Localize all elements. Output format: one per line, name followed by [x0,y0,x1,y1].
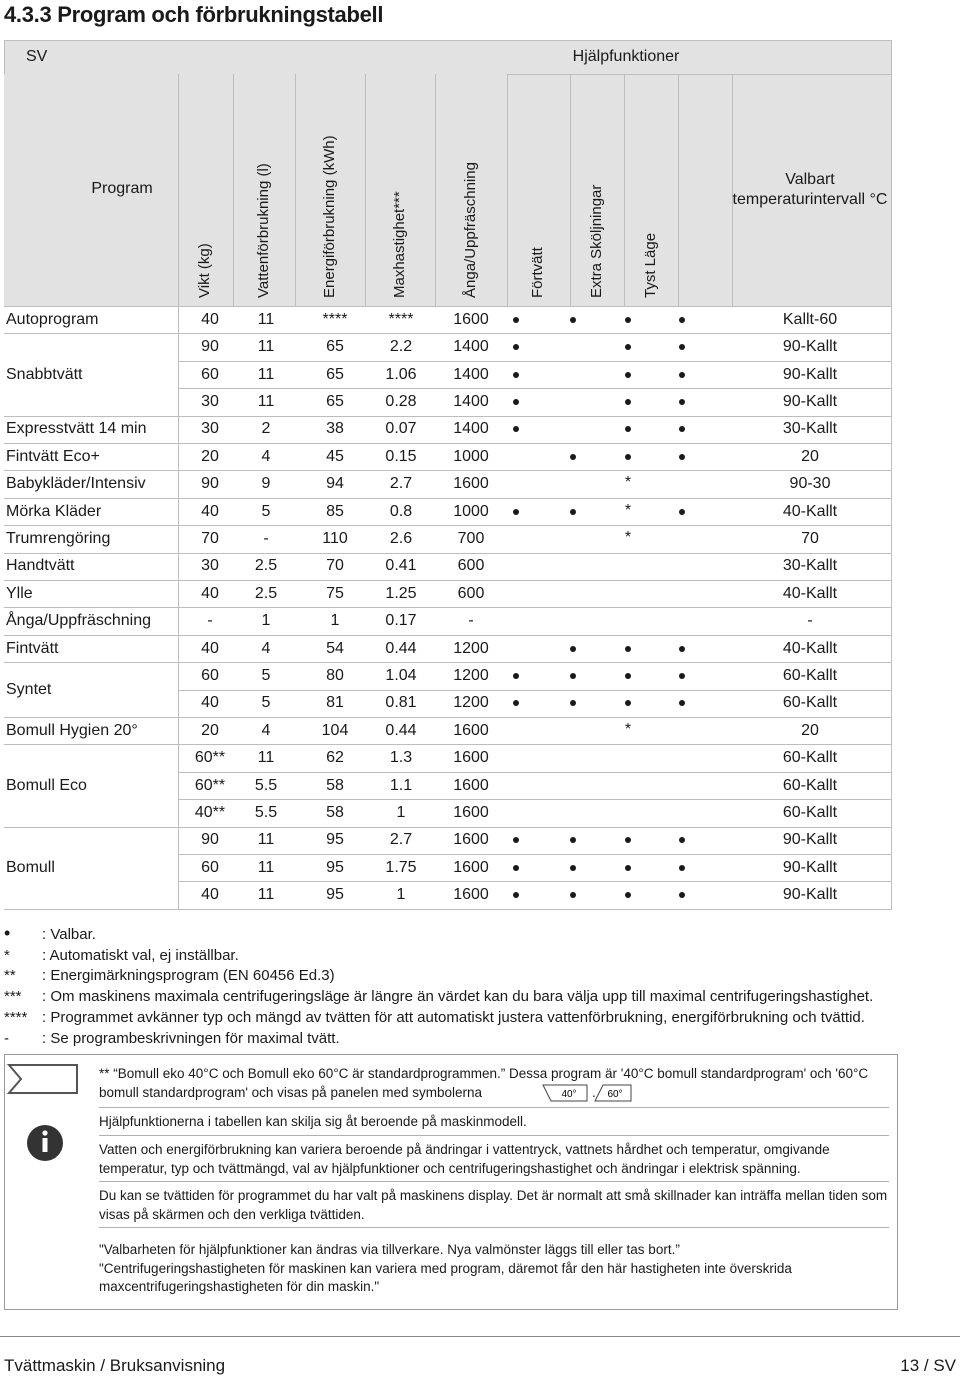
svg-text:40°: 40° [561,1088,577,1100]
temp-range-cell: 20 [801,447,819,465]
row-divider [4,333,892,334]
water-cell: 4 [261,721,271,739]
weight-cell: 60 [201,666,219,684]
selectable-dot [513,317,519,323]
energy-cell: 38 [326,420,344,438]
row-divider [178,881,892,882]
grid-line [678,74,679,306]
selectable-dot [513,892,519,898]
spin-cell: 1200 [453,639,489,657]
spin-cell: 1000 [453,447,489,465]
grid-spacer [732,306,733,909]
row-divider [4,744,892,745]
row-divider [4,607,892,608]
aux-functions-header: Hjälpfunktioner [572,48,680,65]
row-divider [178,799,892,800]
weight-cell: 60 [201,858,219,876]
maxspeed-cell: 2.2 [389,338,413,356]
temp-range-cell: 90-Kallt [782,858,838,876]
legend-symbol: • [4,923,11,943]
spin-cell: 1600 [453,776,489,794]
spin-cell: 1600 [453,310,489,328]
weight-cell: 90 [201,831,219,849]
column-header: Maxhastighet*** [391,191,408,298]
maxspeed-cell: 0.44 [385,721,417,739]
energy-cell: **** [322,310,348,328]
spin-cell: - [468,612,474,630]
divider [99,1181,889,1182]
spin-cell: 1400 [453,338,489,356]
energy-cell: 95 [326,831,344,849]
water-cell: 11 [257,749,275,767]
auto-mark: * [624,501,632,519]
info-box [4,1054,898,1310]
selectable-dot [679,509,685,515]
temp-range-cell: 90-Kallt [782,392,838,410]
energy-cell: 54 [326,639,344,657]
legend-text: : Energimärkningsprogram (EN 60456 Ed.3) [42,967,335,985]
water-cell: 4 [261,639,271,657]
weight-cell: 40 [201,694,219,712]
maxspeed-cell: 1.1 [389,776,413,794]
row-divider [4,416,892,417]
maxspeed-cell: 0.8 [389,502,413,520]
spin-cell: 1600 [453,858,489,876]
temp-range-cell: Kallt-60 [782,310,838,328]
temp-range-cell: 90-Kallt [782,886,838,904]
temp-range-cell: 60-Kallt [782,776,838,794]
maxspeed-cell: 1 [396,886,406,904]
maxspeed-cell: 0.17 [385,612,417,630]
legend-text: : Programmet avkänner typ och mängd av tvätten för att automatiskt justera vattenförbrukning, energiförbrukning och tvättid. [42,1008,865,1026]
energy-cell: 65 [326,338,344,356]
water-cell: 11 [257,858,275,876]
maxspeed-cell: 2.7 [389,831,413,849]
water-cell: 5.5 [254,776,278,794]
spin-cell: 1600 [453,749,489,767]
temp-range-cell: 40-Kallt [782,502,838,520]
water-cell: 5 [261,666,271,684]
grid-spacer [233,306,234,909]
header-background [4,40,892,306]
legend-symbol: - [4,1029,9,1047]
energy-cell: 65 [326,392,344,410]
column-header: Ånga/Uppfräschning [462,162,479,298]
temp-range-cell: 30-Kallt [782,557,838,575]
grid-line [435,74,436,306]
program-name: Handtvätt [6,557,75,575]
grid-line [732,74,733,306]
maxspeed-cell: 0.07 [385,420,417,438]
column-header: Extra Sköljningar [588,184,605,298]
weight-cell: 30 [201,420,219,438]
temp-range-cell: 60-Kallt [782,803,838,821]
column-header: Tyst Läge [642,232,659,298]
program-name: Bomull Hygien 20° [6,721,138,739]
temp-header-2: temperaturintervall °C [732,191,888,208]
spin-cell: 1600 [453,475,489,493]
grid-line [365,74,366,306]
legend-text: : Automatiskt val, ej inställbar. [42,946,239,964]
spin-cell: 700 [457,529,485,547]
weight-cell: 70 [201,529,219,547]
selectable-dot [625,372,631,378]
row-divider [4,635,892,636]
program-name: Fintvätt Eco+ [6,447,100,465]
water-cell: 4 [261,447,271,465]
spin-cell: 600 [457,584,485,602]
selectable-dot [679,454,685,460]
legend-text: : Om maskinens maximala centrifugeringsläge är längre än värdet kan du bara välja upp till maximal centrifugeringshastighet. [42,988,874,1006]
temp-range-cell: 40-Kallt [782,639,838,657]
selectable-dot [679,646,685,652]
maxspeed-cell: 1.04 [385,666,417,684]
water-cell: 5 [261,694,271,712]
program-name: Bomull Eco [6,776,87,794]
weight-cell: 40 [201,886,219,904]
legend-symbol: ** [4,967,16,985]
divider [99,1107,889,1108]
temp-range-cell: 90-Kallt [782,338,838,356]
water-cell: 11 [257,831,275,849]
maxspeed-cell: 2.7 [389,475,413,493]
selectable-dot [625,646,631,652]
temp-range-cell: 90-Kallt [782,831,838,849]
energy-cell: 80 [326,666,344,684]
water-cell: 1 [261,612,271,630]
selectable-dot [513,700,519,706]
spin-cell: 1000 [453,502,489,520]
maxspeed-cell: 0.44 [385,639,417,657]
spin-cell: 1200 [453,666,489,684]
selectable-dot [625,399,631,405]
weight-cell: 60** [194,776,226,794]
weight-cell: 90 [201,475,219,493]
maxspeed-cell: 2.6 [389,529,413,547]
temp-header-1: Valbart [785,171,835,188]
temp-range-cell: 70 [801,529,819,547]
water-cell: 2 [261,420,271,438]
water-cell: 5.5 [254,803,278,821]
grid-line [178,306,179,909]
grid-spacer [507,306,508,909]
weight-cell: - [207,612,213,630]
footer-rule [0,1336,960,1337]
auto-mark: * [624,528,632,546]
selectable-dot [625,317,631,323]
energy-cell: 94 [326,475,344,493]
grid-line [570,74,571,306]
temp-range-cell: 30-Kallt [782,420,838,438]
water-cell: 5 [261,502,271,520]
selectable-dot [679,344,685,350]
water-cell: 2.5 [254,584,278,602]
selectable-dot [679,892,685,898]
button-40-symbol [541,1084,589,1108]
divider [99,1227,889,1228]
temp-range-cell: 40-Kallt [782,584,838,602]
grid-line [507,74,892,75]
energy-cell: 95 [326,886,344,904]
auto-mark: * [624,474,632,492]
program-name: Mörka Kläder [6,502,102,520]
note-consumption: Vatten och energiförbrukning kan variera beroende på ändringar i vattentryck, vattnets hårdhet och temperatur, omgivande temperatur, typ och tvättmängd, val av hjälpfunktioner och centrifugeringshastighet och ändringar i elektrisk spänning. [99,1142,830,1176]
legend-text: : Valbar. [42,926,96,943]
program-name: Syntet [6,680,52,698]
maxspeed-cell: **** [388,310,414,328]
water-cell: 2.5 [254,557,278,575]
selectable-dot [679,673,685,679]
grid-spacer [295,306,296,909]
selectable-dot [625,454,631,460]
weight-cell: 20 [201,447,219,465]
maxspeed-cell: 1.3 [389,749,413,767]
spin-cell: 1600 [453,831,489,849]
selectable-dot [679,837,685,843]
energy-cell: 110 [322,529,348,547]
row-divider [4,827,892,828]
energy-cell: 58 [326,776,344,794]
weight-cell: 40** [194,803,226,821]
weight-cell: 60** [194,749,226,767]
grid-line [233,74,234,306]
grid-spacer [435,306,436,909]
language-label: SV [26,48,48,65]
program-header: Program [91,180,153,197]
weight-cell: 40 [201,502,219,520]
spin-cell: 600 [457,557,485,575]
program-name: Ylle [6,584,33,602]
svg-text:60°: 60° [607,1088,623,1100]
selectable-dot [513,344,519,350]
program-name: Babykläder/Intensiv [6,475,146,493]
grid-line [178,74,179,306]
energy-cell: 58 [326,803,344,821]
row-divider [4,580,892,581]
maxspeed-cell: 0.41 [385,557,417,575]
temp-range-cell: 90-Kallt [782,365,838,383]
selectable-dot [625,700,631,706]
legend-symbol: **** [4,1008,28,1026]
info-icon [5,1063,85,1163]
weight-cell: 60 [201,365,219,383]
weight-cell: 40 [201,584,219,602]
selectable-dot [625,865,631,871]
spin-cell: 1600 [453,803,489,821]
spin-cell: 1400 [453,365,489,383]
maxspeed-cell: 0.15 [385,447,417,465]
selectable-dot [679,700,685,706]
water-cell: 11 [257,886,275,904]
note-wash-time: Du kan se tvättiden för programmet du har valt på maskinens display. Det är normalt att små skillnader kan inträffa mellan tiden som visas på skärmen och den verkliga tvättiden. [99,1188,888,1222]
temp-range-cell: 90-30 [789,475,831,493]
energy-cell: 65 [326,365,344,383]
weight-cell: 30 [201,392,219,410]
energy-cell: 1 [330,612,340,630]
grid-spacer [624,306,625,909]
water-cell: 11 [257,338,275,356]
note-standard-programs: ** “Bomull eko 40°C och Bomull eko 60°C är standardprogrammen.” Dessa program är '40°C bomull standardprogram' och '60°C bomull standardprogram' och visas på panelen med symbolerna . 40° 60° [99,1065,868,1102]
selectable-dot [513,509,519,515]
selectable-dot [679,399,685,405]
footer-title: Tvättmaskin / Bruksanvisning [4,1356,226,1375]
row-divider [4,717,892,718]
column-header: Förtvätt [529,247,546,298]
spin-cell: 1400 [453,420,489,438]
selectable-dot [513,399,519,405]
divider [99,1135,889,1136]
row-divider [178,772,892,773]
temp-range-cell: - [807,612,813,630]
spin-cell: 1200 [453,694,489,712]
row-divider [4,525,892,526]
maxspeed-cell: 0.81 [385,694,417,712]
legend-symbol: * [4,946,10,964]
maxspeed-cell: 1 [396,803,406,821]
grid-line [4,40,5,74]
energy-cell: 70 [326,557,344,575]
grid-spacer [570,306,571,909]
temp-range-cell: 60-Kallt [782,694,838,712]
grid-line [295,74,296,306]
water-cell: 9 [261,475,271,493]
legend-text: : Se programbeskrivningen för maximal tvätt. [42,1029,340,1047]
note-manufacturer: "Valbarheten för hjälpfunktioner kan ändras via tillverkare. Nya valmönster läggs till eller tas bort.” "Centrifugeringshastigheten för maskinen kan variera med program, däremot får den här hastigheten inte överskrida maxcentrifugeringshastigheten för din maskin." [99,1242,792,1294]
spin-cell: 1600 [453,886,489,904]
water-cell: 11 [257,392,275,410]
auto-mark: * [624,720,632,738]
selectable-dot [679,317,685,323]
energy-cell: 45 [326,447,344,465]
row-divider [178,388,892,389]
water-cell: 11 [257,310,275,328]
weight-cell: 40 [201,310,219,328]
energy-cell: 104 [321,721,349,739]
page-number: 13 / SV [900,1356,956,1375]
spin-cell: 1600 [453,721,489,739]
selectable-dot [513,426,519,432]
selectable-dot [513,372,519,378]
selectable-dot [513,673,519,679]
selectable-dot [625,426,631,432]
row-divider [4,662,892,663]
grid-spacer [365,306,366,909]
temp-range-cell: 60-Kallt [782,749,838,767]
row-divider [4,498,892,499]
row-divider [178,361,892,362]
program-name: Trumrengöring [6,529,111,547]
row-divider [178,854,892,855]
button-60-symbol [593,1084,633,1108]
legend-symbol: *** [4,988,22,1006]
weight-cell: 90 [201,338,219,356]
program-name: Autoprogram [6,310,99,328]
maxspeed-cell: 1.75 [385,858,417,876]
spin-cell: 1400 [453,392,489,410]
weight-cell: 20 [201,721,219,739]
grid-spacer [678,306,679,909]
energy-cell: 95 [326,858,344,876]
selectable-dot [625,892,631,898]
water-cell: - [263,529,269,547]
selectable-dot [679,865,685,871]
row-divider [178,690,892,691]
grid-line [4,909,892,910]
selectable-dot [679,372,685,378]
row-divider [4,553,892,554]
grid-line [624,74,625,306]
column-header: Vikt (kg) [196,243,213,298]
column-header: Vattenförbrukning (l) [255,163,272,298]
weight-cell: 40 [201,639,219,657]
section-heading: 4.3.3 Program och förbrukningstabell [4,2,384,27]
grid-line [891,40,892,909]
column-header: Energiförbrukning (kWh) [321,135,338,298]
maxspeed-cell: 1.06 [385,365,417,383]
maxspeed-cell: 0.28 [385,392,417,410]
temp-range-cell: 20 [801,721,819,739]
water-cell: 11 [257,365,275,383]
weight-cell: 30 [201,557,219,575]
selectable-dot [625,344,631,350]
program-table [4,40,892,908]
selectable-dot [625,673,631,679]
maxspeed-cell: 1.25 [385,584,417,602]
program-name: Ånga/Uppfräschning [6,612,151,630]
energy-cell: 81 [326,694,344,712]
selectable-dot [513,865,519,871]
grid-line [4,306,892,307]
selectable-dot [625,837,631,843]
energy-cell: 85 [326,502,344,520]
grid-line [507,74,508,306]
program-name: Snabbtvätt [6,365,83,383]
program-name: Bomull [6,858,55,876]
row-divider [4,470,892,471]
note-aux-functions: Hjälpfunktionerna i tabellen kan skilja sig åt beroende på maskinmodell. [99,1114,527,1129]
energy-cell: 62 [326,749,344,767]
energy-cell: 75 [326,584,344,602]
selectable-dot [513,837,519,843]
selectable-dot [679,426,685,432]
grid-line [4,40,892,41]
program-name: Expresstvätt 14 min [6,420,147,438]
row-divider [4,443,892,444]
program-name: Fintvätt [6,639,59,657]
temp-range-cell: 60-Kallt [782,666,838,684]
